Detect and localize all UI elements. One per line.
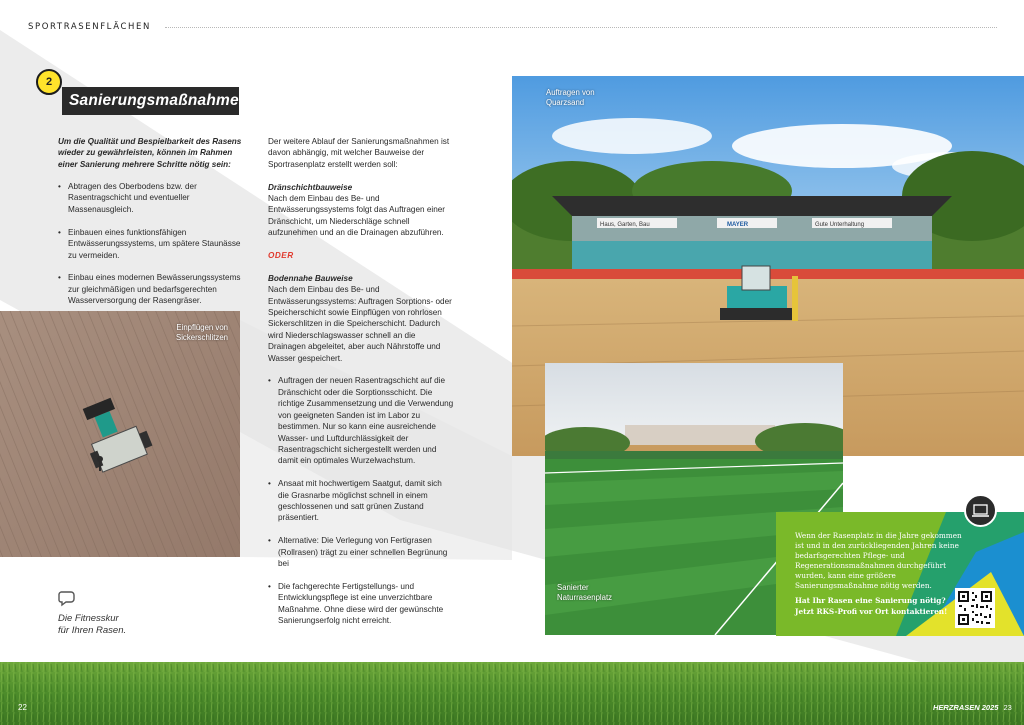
footer-magazine bbox=[933, 703, 1012, 712]
bauweise-list bbox=[268, 375, 454, 626]
steps-list bbox=[58, 181, 242, 318]
list-item: • Alternative: Die Verlegung von Fertigrasen (Rollrasen) trägt zu einer schnellen Begrünung bei bbox=[268, 535, 454, 569]
list-item: • Ansaat mit hochwertigem Saatgut, damit sich die Grasnarbe möglichst schnell in einem geschlossenen und satt grünen Zustand präsentiert. bbox=[268, 478, 454, 524]
cta-contact: Jetzt RKS-Profi vor Ort kontaktieren! bbox=[795, 606, 948, 616]
stadium-sign-right: Gute Unterhaltung bbox=[815, 222, 865, 228]
section-title-bar bbox=[62, 87, 249, 115]
oder-label: ODER bbox=[268, 251, 294, 261]
caption-naturrasen: Sanierter Naturrasenplatz bbox=[557, 583, 613, 602]
list-item: • Abtragen des Oberbodens bzw. der Rasentragschicht und eventueller Massenausgleich. bbox=[58, 181, 242, 215]
step-number-badge: 2 bbox=[36, 69, 62, 95]
aerial-tractor-image bbox=[0, 311, 240, 557]
section-title: Sanierungsmaßnahmen bbox=[69, 92, 249, 109]
intro-text: Um die Qualität und Bespielbarkeit des Rasens wieder zu gewährleisten, können im Rahmen einer Sanierung mehrere Schritte nötig sein: bbox=[58, 137, 242, 169]
info-box-text: Wenn der Rasenplatz in die Jahre gekommen ist und in den zurückliegenden Jahren keine bedarfsgerechten Pflege- und Regenerationsmaßnahmen durchgeführt wurden, kann eine größere Sanierungsmaßnahme nötig werden. bbox=[795, 531, 962, 590]
chat-bubble-icon bbox=[58, 590, 76, 608]
page-number-left: 22 bbox=[18, 703, 27, 712]
fitness-line-1: Die Fitnesskur bbox=[58, 613, 119, 624]
caption-sickerschlitze: Einpflügen von Sickerschlitzen bbox=[176, 323, 228, 342]
photo-sickerschlitze bbox=[0, 311, 240, 557]
laptop-icon bbox=[964, 494, 997, 527]
subheading-bodennah: Bodennahe Bauweise bbox=[268, 273, 353, 283]
paragraph-bodennah: Nach dem Einbau des Be- und Entwässerungssystems: Auftragen Sorptions- oder Speicherschicht sowie Einpflügen von rohrlosen Sickerschlitzen in die Speicherschicht. Dadurch wird Niederschlagswasser schnell an die Drainagen abgeleitet, aber auch Nährstoffe und Wasser gespeichert. bbox=[268, 285, 452, 363]
page-number-right: 23 bbox=[1003, 703, 1012, 712]
section-header: SPORTRASENFLÄCHEN bbox=[28, 22, 151, 32]
fitness-tagline bbox=[58, 613, 126, 637]
subheading-draenschicht: Dränschichtbauweise bbox=[268, 182, 353, 192]
info-box-cta bbox=[795, 596, 967, 617]
stadium-sign-left: Haus, Garten, Bau bbox=[600, 222, 650, 228]
stadium-sign-center: MAYER bbox=[727, 222, 749, 228]
column-2 bbox=[268, 136, 454, 638]
list-item: • Auftragen der neuen Rasentragschicht auf die Dränschicht oder die Sorptionsschicht. Die richtige Zusammensetzung und die Verwendung von geeigneten Sanden ist im Labor zu bestimmen. Nur so kann eine ausreichende Wasser- und Luftdurchlässigkeit der Rasentragschicht sichergestellt werden und damit ein optimales Wurzelwachstum. bbox=[268, 375, 454, 466]
paragraph-draenschicht: Nach dem Einbau des Be- und Entwässerungssystems folgt das Auftragen einer Dränschicht, um Niederschläge schnell aufzunehmen und an die Drainagen abzuführen. bbox=[268, 194, 446, 238]
fitness-line-2: für Ihren Rasen. bbox=[58, 625, 127, 636]
cta-question: Hat Ihr Rasen eine Sanierung nötig? bbox=[795, 596, 946, 605]
magazine-name: HERZRASEN 2025 bbox=[933, 703, 999, 712]
qr-code[interactable] bbox=[955, 588, 995, 628]
list-item: • Einbauen eines funktionsfähigen Entwässerungssystems, um spätere Staunässe zu vermeiden. bbox=[58, 227, 242, 261]
list-item: • Die fachgerechte Fertigstellungs- und Entwicklungspflege ist eine unverzichtbare Maßnahme. Ohne diese wird der gewünschte Sanierungserfolg nicht erreicht. bbox=[268, 581, 454, 627]
header-divider bbox=[165, 27, 997, 28]
list-item: • Einbau eines modernen Bewässerungssystems zur gleichmäßigen und bedarfsgerechten Wasserversorgung der Rasengräser. bbox=[58, 272, 242, 306]
lead-paragraph: Der weitere Ablauf der Sanierungsmaßnahmen ist davon abhängig, mit welcher Bauweise der Sportrasenplatz erstellt werden soll: bbox=[268, 137, 450, 169]
caption-quarzsand: Auftragen von Quarzsand bbox=[546, 88, 595, 107]
grass-footer bbox=[0, 662, 1024, 725]
